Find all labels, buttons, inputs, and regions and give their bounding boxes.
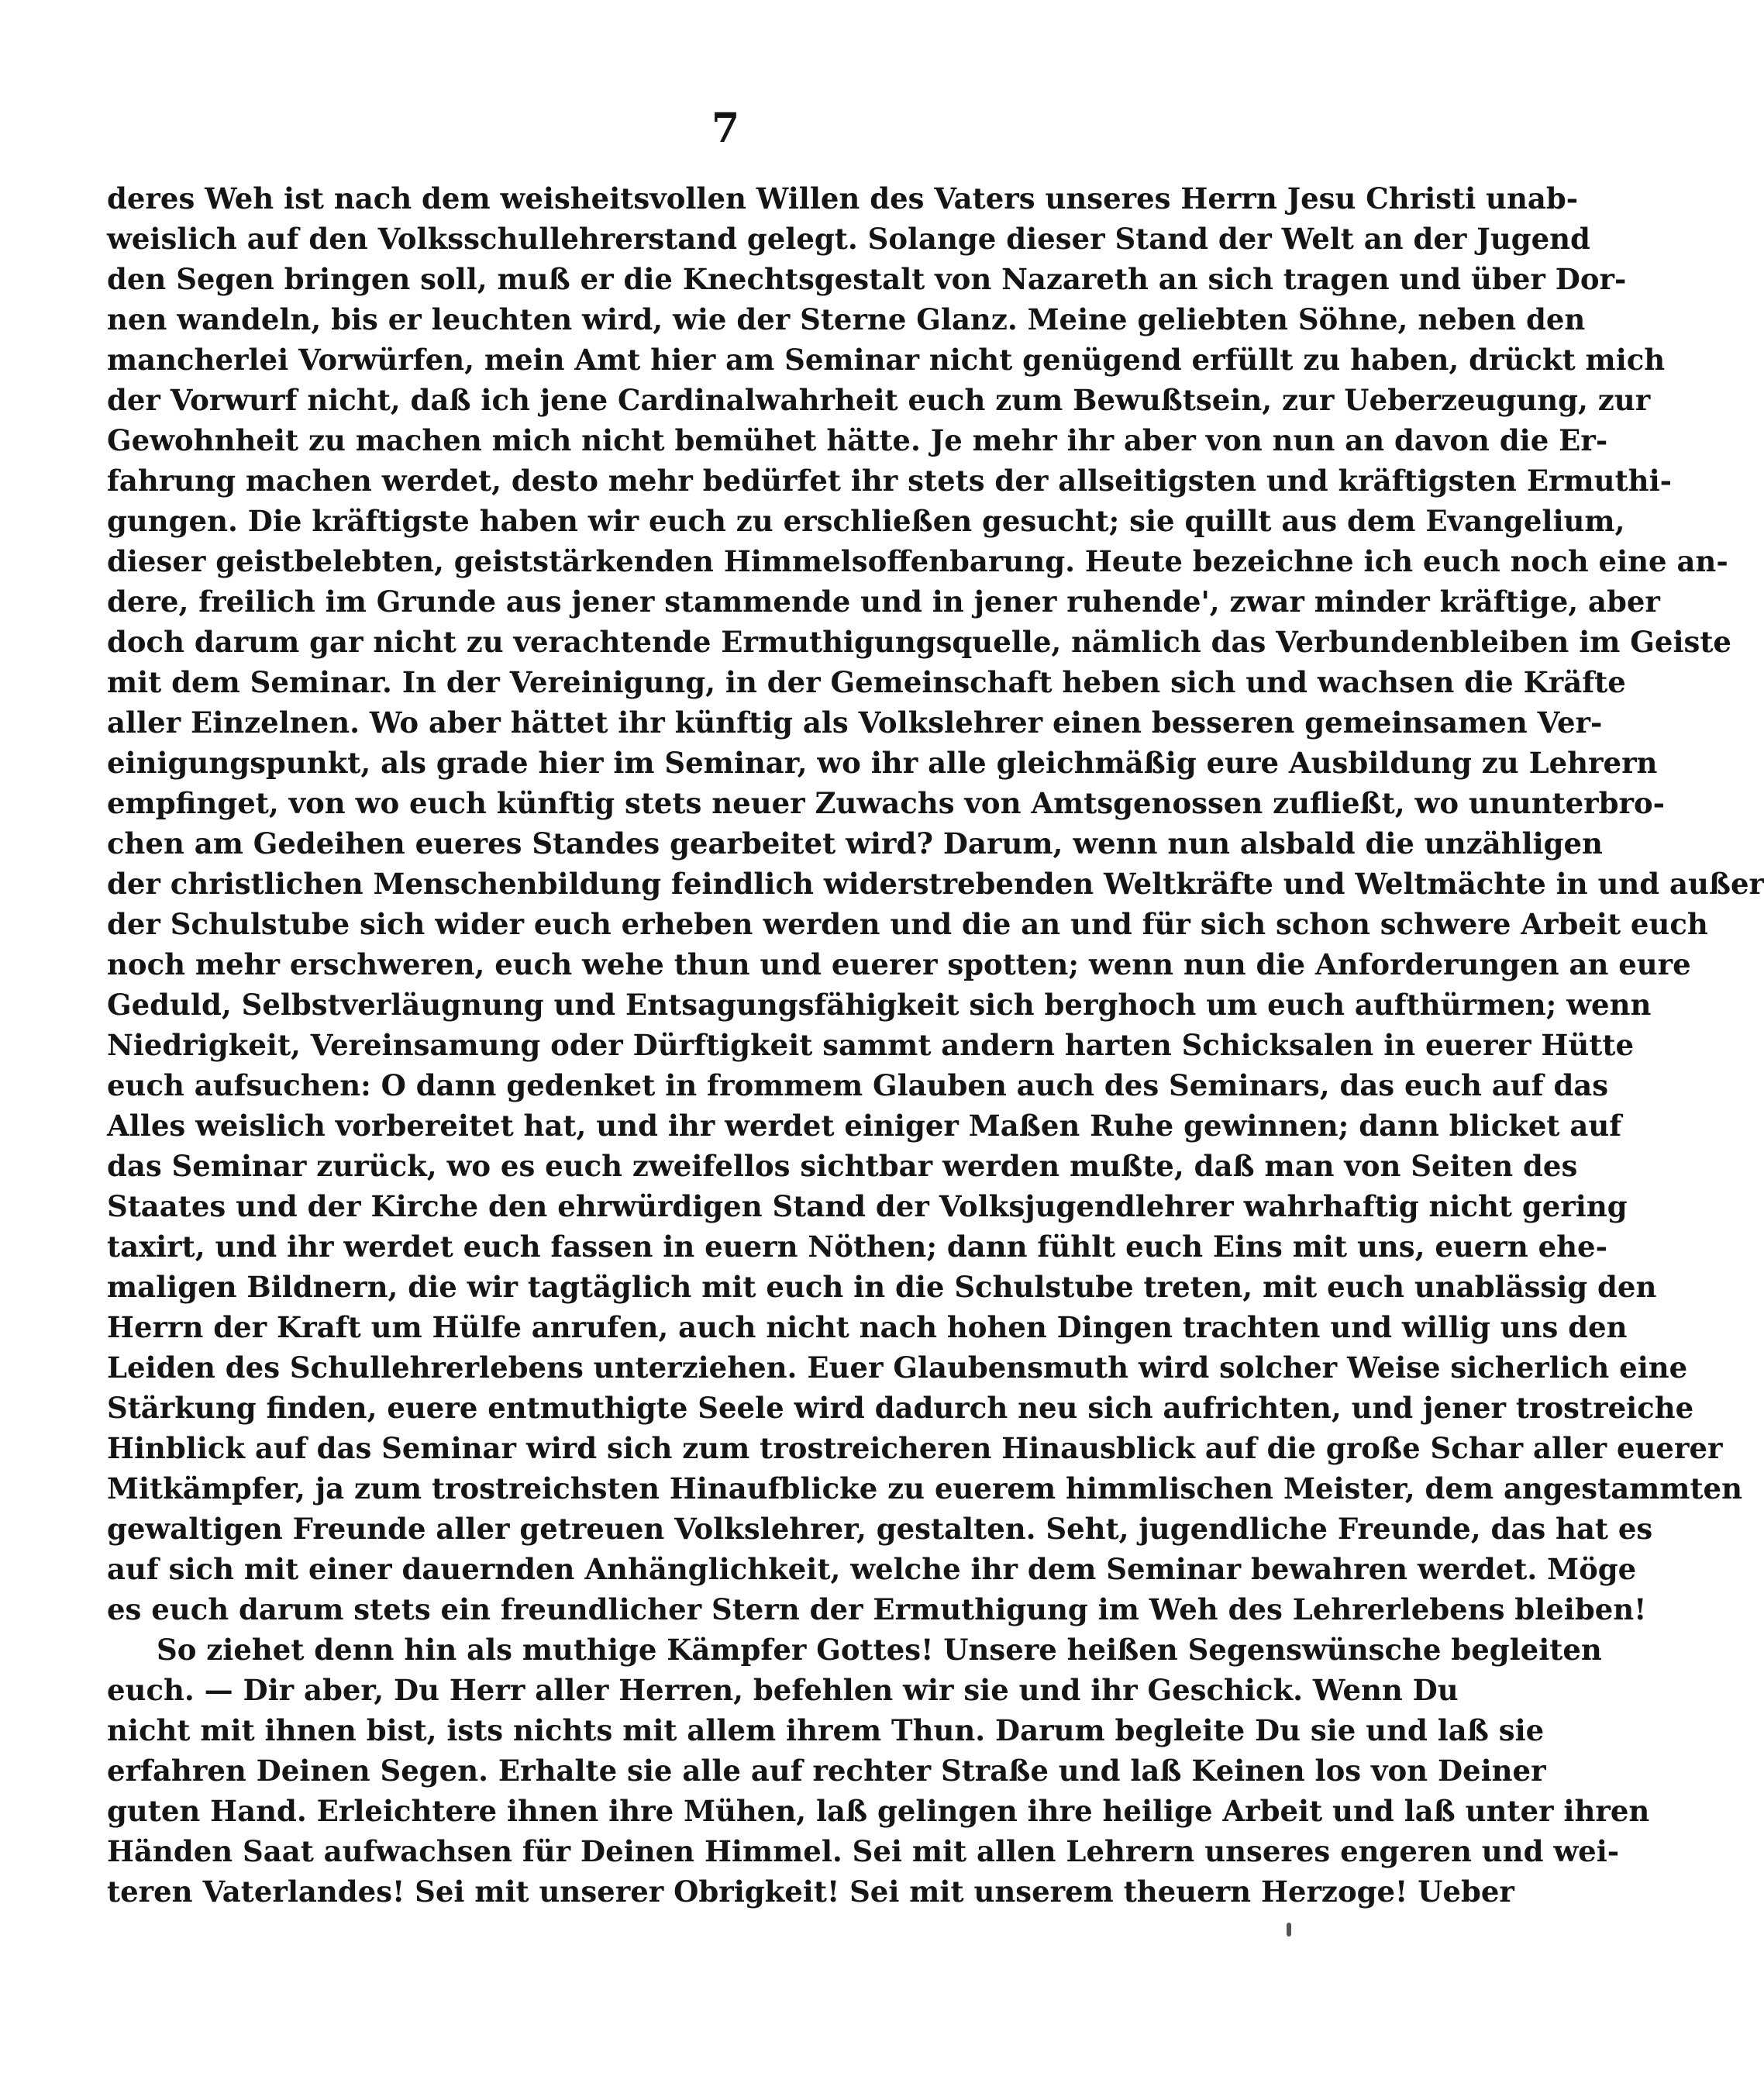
text-line: Händen Saat aufwachsen für Deinen Himmel. Sei mit allen Lehrern unseres engeren und wei-	[107, 1834, 1620, 1868]
text-line: gungen. Die kräftigste haben wir euch zu erschließen gesucht; sie quillt aus dem Evangelium,	[107, 504, 1625, 538]
text-line: mit dem Seminar. In der Vereinigung, in der Gemeinschaft heben sich und wachsen die Kräfte	[107, 665, 1626, 699]
text-line: Niedrigkeit, Vereinsamung oder Dürftigkeit sammt andern harten Schicksalen in euerer Hütte	[107, 1028, 1635, 1062]
text-line: dieser geistbelebten, geiststärkenden Himmelsoffenbarung. Heute bezeichne ich euch noch eine an-	[107, 544, 1728, 578]
text-line: Herrn der Kraft um Hülfe anrufen, auch nicht nach hohen Dingen trachten und willig uns den	[107, 1310, 1628, 1344]
paragraph	[107, 1630, 1650, 1912]
text-line: nicht mit ihnen bist, ists nichts mit allem ihrem Thun. Darum begleite Du sie und laß sie	[107, 1713, 1545, 1747]
text-line: auf sich mit einer dauernden Anhänglichkeit, welche ihr dem Seminar bewahren werdet. Möge	[107, 1552, 1637, 1586]
text-line: das Seminar zurück, wo es euch zweifellos sichtbar werden mußte, daß man von Seiten des	[107, 1149, 1578, 1183]
text-line: es euch darum stets ein freundlicher Stern der Ermuthigung im Weh des Lehrerlebens bleiben!	[107, 1592, 1647, 1626]
text-line: taxirt, und ihr werdet euch fassen in euern Nöthen; dann fühlt euch Eins mit uns, euern ehe-	[107, 1230, 1607, 1264]
page-number: 7	[711, 105, 740, 152]
text-line: Staates und der Kirche den ehrwürdigen Stand der Volksjugendlehrer wahrhaftig nicht gering	[107, 1189, 1628, 1223]
text-line: doch darum gar nicht zu verachtende Ermuthigungsquelle, nämlich das Verbundenbleiben im Geiste	[107, 625, 1731, 659]
text-line: So ziehet denn hin als muthige Kämpfer Gottes! Unsere heißen Segenswünsche begleiten	[157, 1633, 1602, 1667]
ink-speck	[1287, 1923, 1291, 1937]
text-line: empfinget, von wo euch künftig stets neuer Zuwachs von Amtsgenossen zufließt, wo ununterbro-	[107, 786, 1666, 820]
text-line: deres Weh ist nach dem weisheitsvollen Willen des Vaters unseres Herrn Jesu Christi unab-	[107, 181, 1579, 216]
text-line: chen am Gedeihen eueres Standes gearbeitet wird? Darum, wenn nun alsbald die unzähligen	[107, 826, 1603, 861]
text-line: den Segen bringen soll, muß er die Knechtsgestalt von Nazareth an sich tragen und über Dor-	[107, 262, 1627, 296]
text-line: gewaltigen Freunde aller getreuen Volkslehrer, gestalten. Seht, jugendliche Freunde, das hat es	[107, 1512, 1653, 1546]
text-line: nen wandeln, bis er leuchten wird, wie der Sterne Glanz. Meine geliebten Söhne, neben den	[107, 302, 1586, 336]
text-line: guten Hand. Erleichtere ihnen ihre Mühen, laß gelingen ihre heilige Arbeit und laß unter ihren	[107, 1794, 1650, 1828]
text-line: fahrung machen werdet, desto mehr bedürfet ihr stets der allseitigsten und kräftigsten Ermuthi-	[107, 464, 1672, 498]
text-line: noch mehr erschweren, euch wehe thun und euerer spotten; wenn nun die Anforderungen an eure	[107, 947, 1691, 981]
text-line: aller Einzelnen. Wo aber hättet ihr künftig als Volkslehrer einen besseren gemeinsamen Ver-	[107, 705, 1603, 740]
text-line: mancherlei Vorwürfen, mein Amt hier am Seminar nicht genügend erfüllt zu haben, drückt mich	[107, 343, 1666, 377]
text-line: der Schulstube sich wider euch erheben werden und die an und für sich schon schwere Arbeit euch	[107, 907, 1708, 941]
text-line: Stärkung finden, euere entmuthigte Seele wird dadurch neu sich aufrichten, und jener trostreiche	[107, 1391, 1694, 1425]
text-line: der Vorwurf nicht, daß ich jene Cardinalwahrheit euch zum Bewußtsein, zur Ueberzeugung, zur	[107, 383, 1651, 417]
text-line: weislich auf den Volksschullehrerstand gelegt. Solange dieser Stand der Welt an der Jugend	[107, 222, 1590, 256]
text-line: Leiden des Schullehrerlebens unterziehen. Euer Glaubensmuth wird solcher Weise sicherlich eine	[107, 1350, 1688, 1385]
text-line: teren Vaterlandes! Sei mit unserer Obrigkeit! Sei mit unserem theuern Herzoge! Ueber	[107, 1875, 1514, 1909]
paragraph	[107, 178, 1764, 1630]
text-line: Alles weislich vorbereitet hat, und ihr werdet einiger Maßen Ruhe gewinnen; dann blicket auf	[107, 1109, 1622, 1143]
text-line: Mitkämpfer, ja zum trostreichsten Hinaufblicke zu euerem himmlischen Meister, dem angestammten	[107, 1471, 1742, 1505]
text-line: euch. — Dir aber, Du Herr aller Herren, befehlen wir sie und ihr Geschick. Wenn Du	[107, 1673, 1459, 1707]
text-line: Geduld, Selbstverläugnung und Entsagungsfähigkeit sich berghoch um euch aufthürmen; wenn	[107, 988, 1652, 1022]
text-line: einigungspunkt, als grade hier im Seminar, wo ihr alle gleichmäßig eure Ausbildung zu Lehrern	[107, 746, 1658, 780]
text-line: maligen Bildnern, die wir tagtäglich mit euch in die Schulstube treten, mit euch unablässig den	[107, 1270, 1657, 1304]
text-line: euch aufsuchen: O dann gedenket in frommem Glauben auch des Seminars, das euch auf das	[107, 1068, 1609, 1102]
text-line: dere, freilich im Grunde aus jener stammende und in jener ruhende', zwar minder kräftige, aber	[107, 585, 1660, 619]
text-line: erfahren Deinen Segen. Erhalte sie alle auf rechter Straße und laß Keinen los von Deiner	[107, 1754, 1546, 1788]
text-line: Hinblick auf das Seminar wird sich zum trostreicheren Hinausblick auf die große Schar aller euerer	[107, 1431, 1723, 1465]
text-line: der christlichen Menschenbildung feindlich widerstrebenden Weltkräfte und Weltmächte in und außer	[107, 867, 1764, 901]
text-line: Gewohnheit zu machen mich nicht bemühet hätte. Je mehr ihr aber von nun an davon die Er-	[107, 423, 1608, 457]
body-text	[107, 178, 1764, 1912]
